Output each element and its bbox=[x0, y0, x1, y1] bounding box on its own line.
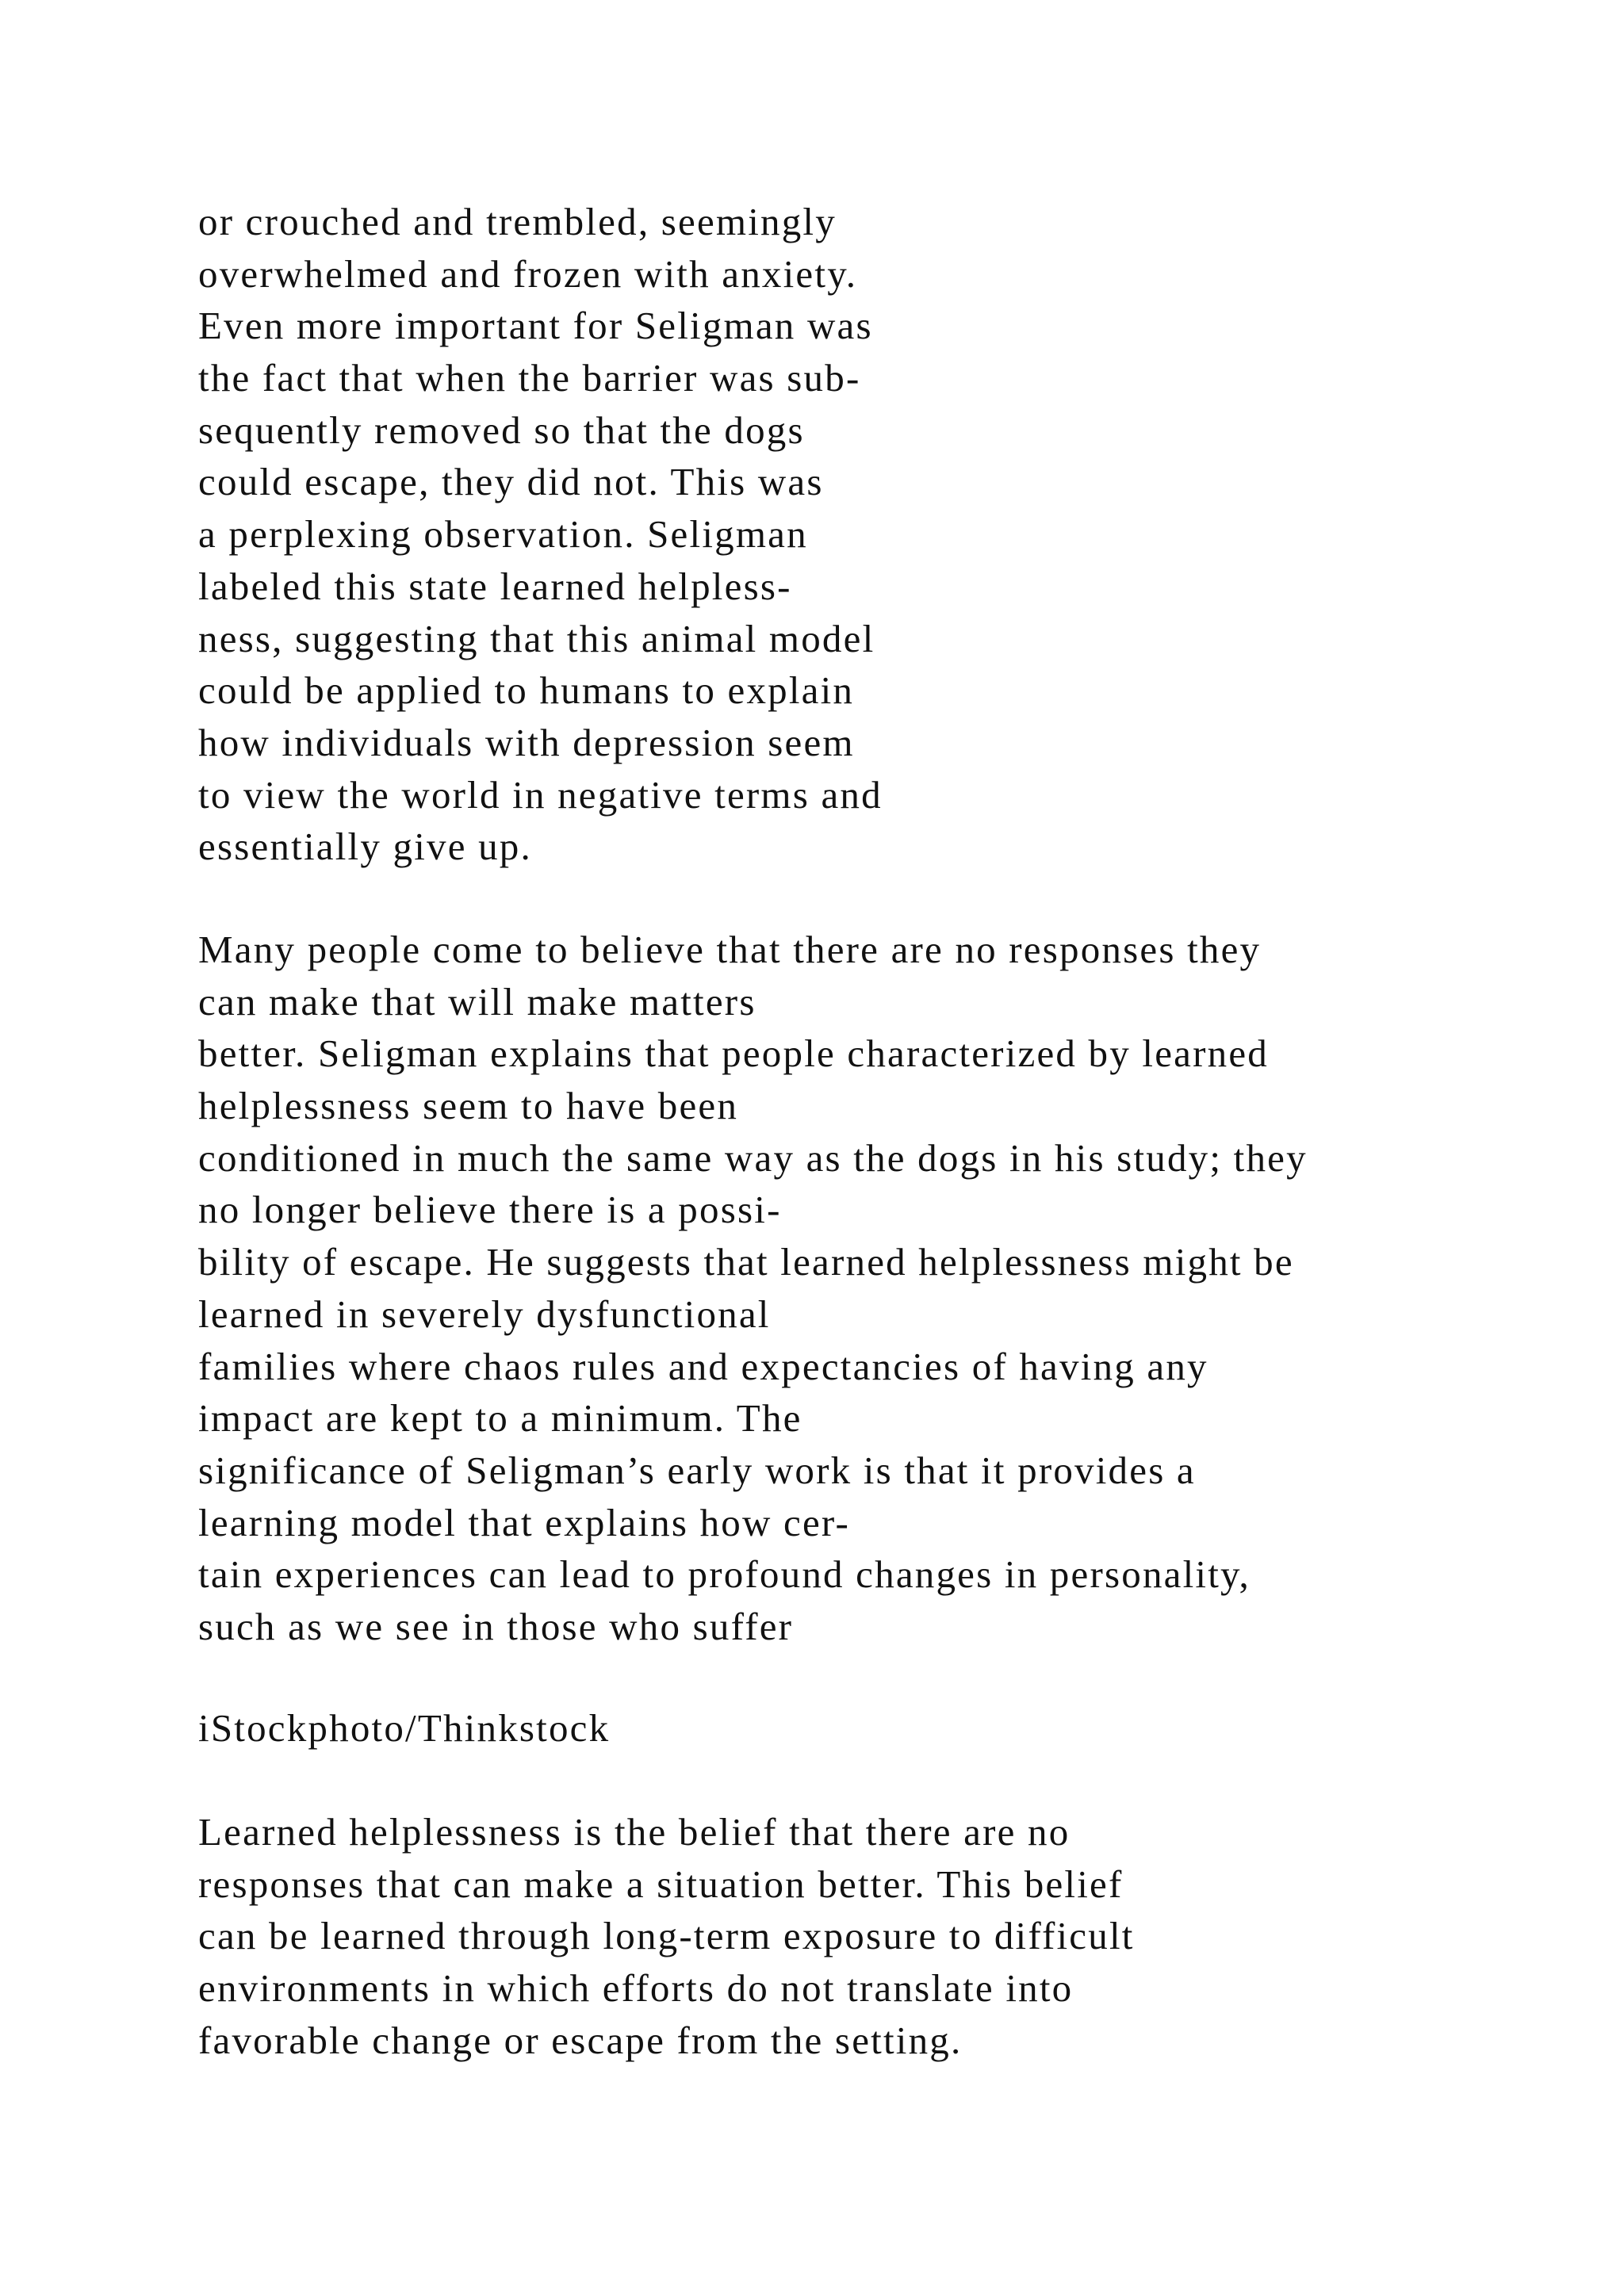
text-line: Learned helplessness is the belief that there are no bbox=[198, 1810, 1071, 1854]
text-line: could be applied to humans to explain bbox=[198, 668, 855, 713]
text-line: essentially give up. bbox=[198, 825, 532, 869]
text-line: a perplexing observation. Seligman bbox=[198, 512, 808, 557]
body-paragraph-learned-helplessness bbox=[198, 924, 1308, 1653]
photo-credit bbox=[198, 1702, 610, 1755]
text-line: labeled this state learned helpless- bbox=[198, 564, 792, 608]
text-line: better. Seligman explains that people characterized by learned bbox=[198, 1031, 1269, 1076]
text-line: iStockphoto/Thinkstock bbox=[198, 1706, 611, 1750]
text-line: can make that will make matters bbox=[198, 979, 756, 1024]
text-line: significance of Seligman’s early work is that it provides a bbox=[198, 1448, 1196, 1492]
text-line: Many people come to believe that there are no responses they bbox=[198, 928, 1262, 971]
text-line: learned in severely dysfunctional bbox=[198, 1292, 771, 1336]
text-line: bility of escape. He suggests that learned helplessness might be bbox=[198, 1240, 1294, 1284]
text-line: conditioned in much the same way as the dogs in his study; they bbox=[198, 1135, 1308, 1180]
text-line: overwhelmed and frozen with anxiety. bbox=[198, 251, 858, 296]
text-line: learning model that explains how cer- bbox=[198, 1500, 850, 1544]
text-line: families where chaos rules and expectancies of having any bbox=[198, 1344, 1208, 1388]
text-line: favorable change or escape from the setting. bbox=[198, 2018, 963, 2062]
text-line: responses that can make a situation better. This belief bbox=[198, 1862, 1124, 1906]
text-line: tain experiences can lead to profound changes in personality, bbox=[198, 1552, 1251, 1597]
text-line: Even more important for Seligman was bbox=[198, 304, 873, 348]
image-caption bbox=[198, 1806, 1135, 2066]
text-line: environments in which efforts do not translate into bbox=[198, 1966, 1074, 2011]
text-line: could escape, they did not. This was bbox=[198, 460, 824, 504]
text-line: the fact that when the barrier was sub- bbox=[198, 356, 861, 400]
text-line: ness, suggesting that this animal model bbox=[198, 616, 875, 660]
body-paragraph-continued bbox=[198, 196, 883, 873]
text-line: to view the world in negative terms and bbox=[198, 772, 883, 817]
text-line: how individuals with depression seem bbox=[198, 720, 855, 764]
text-line: or crouched and trembled, seemingly bbox=[198, 200, 837, 243]
text-line: such as we see in those who suffer bbox=[198, 1604, 794, 1648]
text-line: impact are kept to a minimum. The bbox=[198, 1396, 802, 1441]
text-line: helplessness seem to have been bbox=[198, 1084, 739, 1128]
text-line: can be learned through long-term exposure to difficult bbox=[198, 1914, 1135, 1958]
text-line: sequently removed so that the dogs bbox=[198, 408, 805, 452]
text-line: no longer believe there is a possi- bbox=[198, 1188, 782, 1232]
